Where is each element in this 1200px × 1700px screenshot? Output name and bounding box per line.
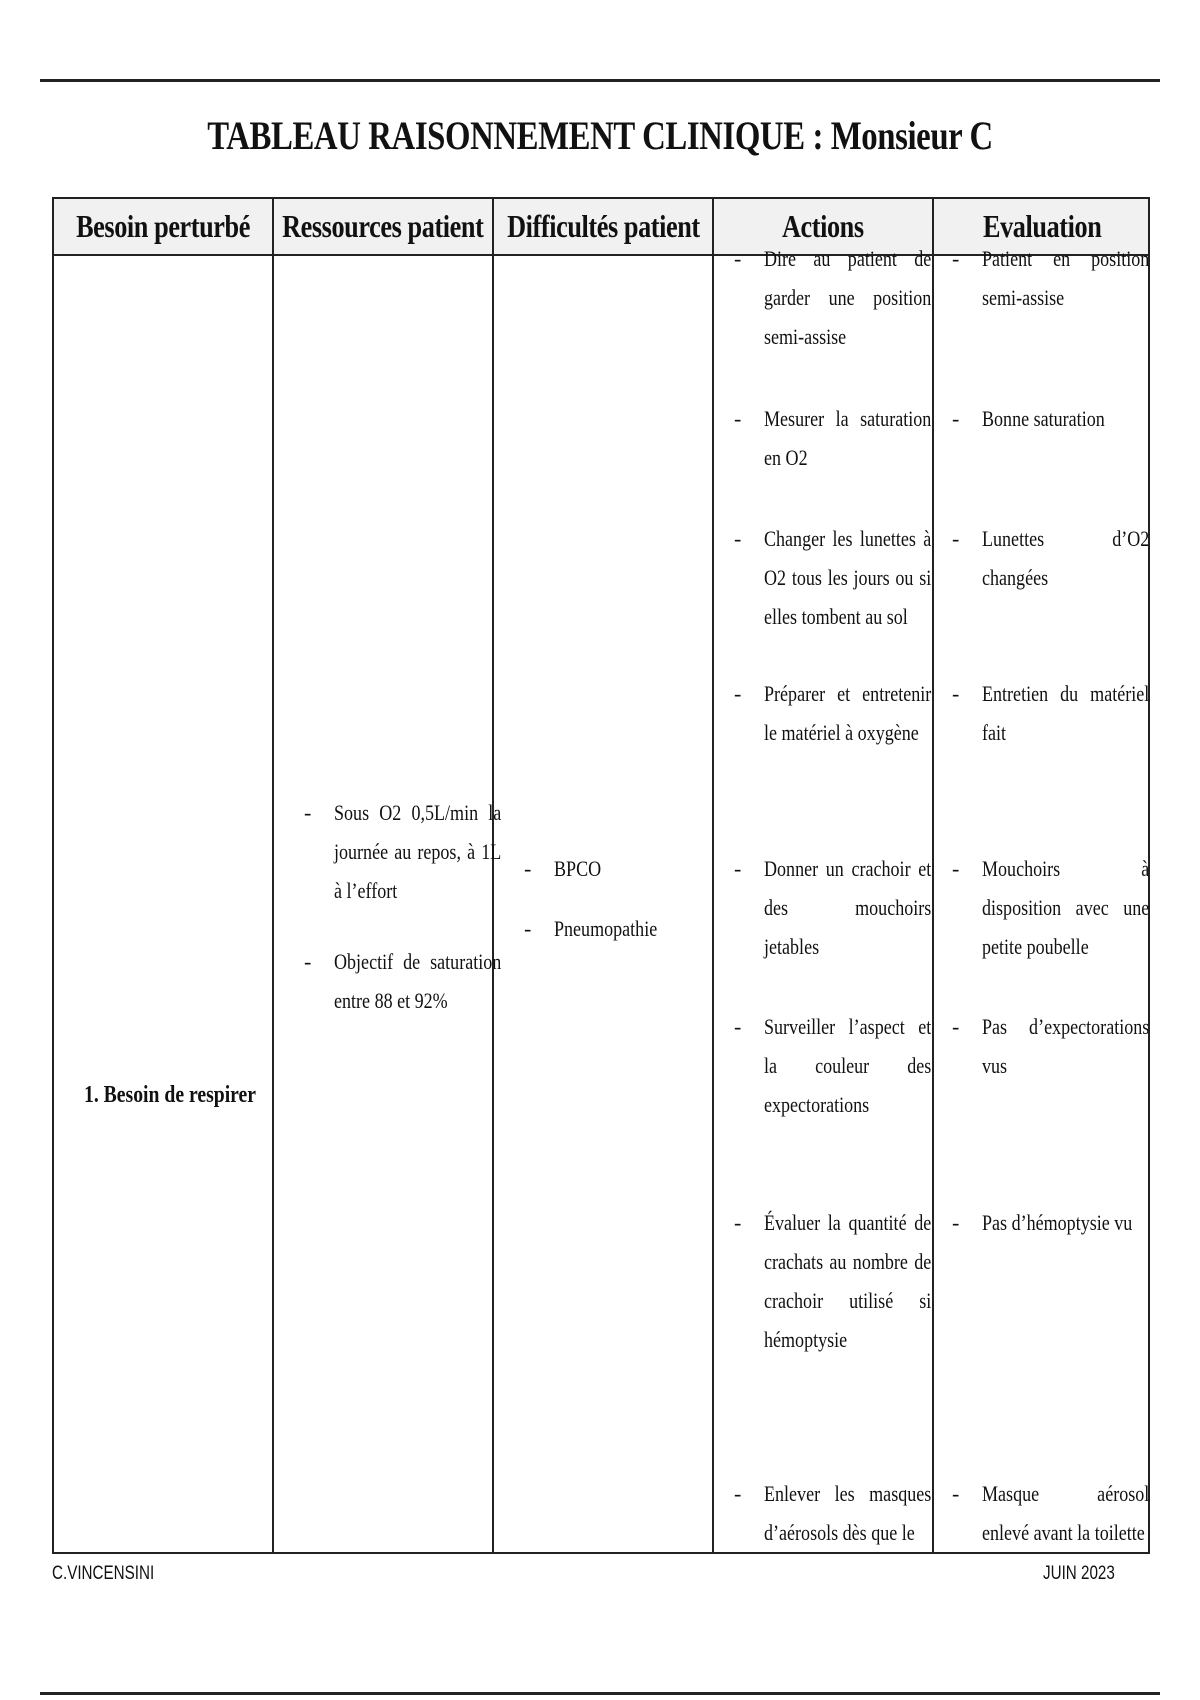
item-line: expectorations: [764, 1092, 870, 1117]
item-text: [764, 849, 931, 966]
item-text: [982, 1203, 1149, 1242]
item-line: vus: [982, 1053, 1008, 1078]
bullet-dash: -: [952, 856, 960, 881]
item-line: semi-assise: [764, 324, 847, 349]
bottom-rule: [40, 1692, 1160, 1695]
item-line: le matériel à oxygène: [764, 720, 919, 745]
item-line: Enlever les masques: [764, 1481, 932, 1506]
bullet-dash: -: [734, 246, 742, 271]
item-line: Pas d’hémoptysie vu: [982, 1210, 1133, 1235]
bullet-dash: -: [734, 681, 742, 706]
item-line: Préparer et entretenir: [764, 681, 932, 706]
header-actions: Actions: [782, 208, 864, 244]
item-line: Entretien du matériel: [982, 681, 1150, 706]
item-line: Objectif de saturation: [334, 949, 502, 974]
item-line: Patient en position: [982, 246, 1150, 271]
item-text: [334, 942, 501, 1020]
item-line: Changer les lunettes à: [764, 526, 932, 551]
bullet-dash: -: [734, 1210, 742, 1235]
item-line: Surveiller l’aspect et: [764, 1014, 932, 1039]
bullet-dash: -: [734, 856, 742, 881]
item-line: à l’effort: [334, 878, 398, 903]
item-line: O2 tous les jours ou si: [764, 565, 932, 590]
item-line: fait: [982, 720, 1007, 745]
header-difficultes: Difficultés patient: [506, 208, 700, 244]
header-ressources: Ressources patient: [282, 208, 484, 244]
item-text: [982, 1007, 1149, 1085]
bullet-dash: -: [524, 916, 532, 941]
bullet-dash: -: [524, 856, 532, 881]
item-line: Donner un crachoir et: [764, 856, 932, 881]
header-evaluation: Evaluation: [982, 208, 1102, 244]
bullet-dash: -: [304, 800, 312, 825]
item-text: [764, 519, 931, 636]
item-text: [554, 909, 721, 948]
item-text: [764, 674, 931, 752]
footer-author: C.VINCENSINI: [52, 1563, 155, 1584]
item-text: [764, 1007, 931, 1124]
item-line: hémoptysie: [764, 1327, 848, 1352]
header-besoin: Besoin perturbé: [76, 208, 250, 244]
item-text: [982, 399, 1149, 438]
item-text: [982, 519, 1149, 597]
item-line: Sous O2 0,5L/min la: [334, 800, 502, 825]
item-line: changées: [982, 565, 1049, 590]
item-line: enlevé avant la toilette: [982, 1520, 1145, 1545]
item-text: [764, 399, 931, 477]
bullet-dash: -: [952, 406, 960, 431]
bullet-dash: -: [304, 949, 312, 974]
bullet-dash: -: [734, 406, 742, 431]
bullet-dash: -: [952, 526, 960, 551]
item-text: [764, 239, 931, 356]
item-text: [764, 1203, 931, 1359]
item-line: elles tombent au sol: [764, 604, 908, 629]
item-line: entre 88 et 92%: [334, 988, 448, 1013]
item-line: disposition avec une: [982, 895, 1150, 920]
item-line: crachats au nombre de: [764, 1249, 932, 1274]
item-line: d’aérosols dès que le: [764, 1520, 915, 1545]
page-title: TABLEAU RAISONNEMENT CLINIQUE : Monsieur C: [207, 113, 993, 158]
footer-date: JUIN 2023: [1043, 1563, 1115, 1584]
top-rule: [40, 79, 1160, 82]
column-divider: [932, 199, 934, 1552]
item-line: semi-assise: [982, 285, 1065, 310]
item-text: [982, 849, 1149, 966]
item-line: Pas d’expectorations: [982, 1014, 1150, 1039]
bullet-dash: -: [952, 246, 960, 271]
item-line: crachoir utilisé si: [764, 1288, 932, 1313]
item-line: Mesurer la saturation: [764, 406, 932, 431]
item-line: garder une position: [764, 285, 932, 310]
clinical-reasoning-table: [52, 197, 1150, 1554]
item-text: [982, 1474, 1149, 1552]
item-line: des mouchoirs: [764, 895, 932, 920]
bullet-dash: -: [952, 1210, 960, 1235]
item-line: Dire au patient de: [764, 246, 932, 271]
item-line: la couleur des: [764, 1053, 932, 1078]
item-line: journée au repos, à 1L: [334, 839, 502, 864]
bullet-dash: -: [734, 1481, 742, 1506]
item-text: [554, 849, 721, 888]
item-line: Pneumopathie: [554, 916, 658, 941]
item-text: [764, 1474, 931, 1552]
item-line: en O2: [764, 445, 808, 470]
item-line: Évaluer la quantité de: [764, 1210, 932, 1235]
bullet-dash: -: [734, 526, 742, 551]
item-line: Mouchoirs à: [982, 856, 1150, 881]
item-line: Lunettes d’O2: [982, 526, 1150, 551]
bullet-dash: -: [952, 681, 960, 706]
column-divider: [272, 199, 274, 1552]
item-line: Bonne saturation: [982, 406, 1105, 431]
item-line: BPCO: [554, 856, 602, 881]
item-line: Masque aérosol: [982, 1481, 1150, 1506]
item-line: petite poubelle: [982, 934, 1089, 959]
bullet-dash: -: [734, 1014, 742, 1039]
item-text: [982, 674, 1149, 752]
bullet-dash: -: [952, 1481, 960, 1506]
item-text: [334, 793, 501, 910]
bullet-dash: -: [952, 1014, 960, 1039]
besoin-cell: 1. Besoin de respirer: [84, 1082, 257, 1108]
item-line: jetables: [764, 934, 820, 959]
item-text: [982, 239, 1149, 317]
